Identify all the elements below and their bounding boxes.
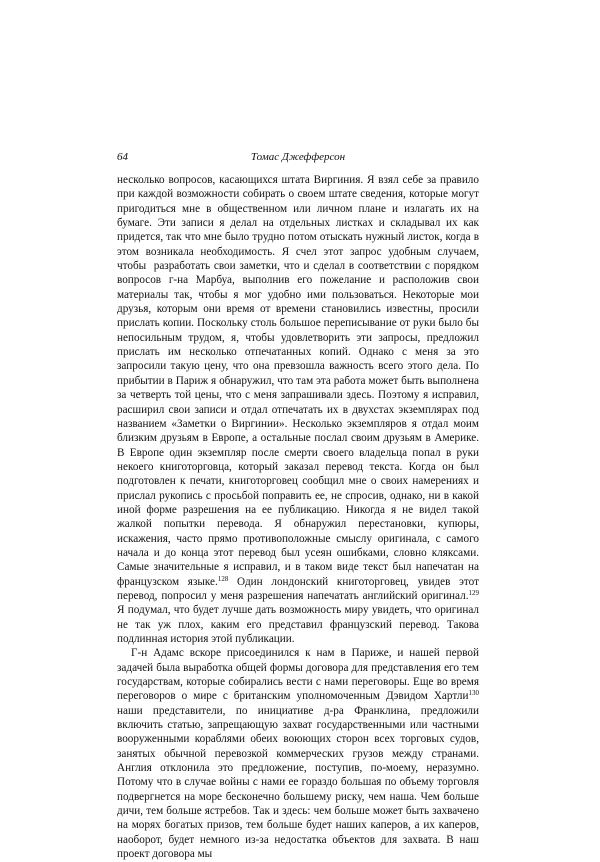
text-run: Я подумал, что будет лучше дать возможность миру увидеть, что оригинал не так уж плох, каким его представил французский перевод. Такова подлинная история этой публикации.	[117, 604, 479, 645]
footnote-ref[interactable]: 130	[468, 689, 479, 698]
text-run: несколько вопросов, касающихся штата Виргиния. Я взял себе за правило при каждой возможности собирать о своем штате сведения, которые могут пригодиться мне в общественном или личном плане и излагать их на бумаге. Эти записи я делал на отдельных листках и складывал их как придется, так что мне было трудно потом отыскать нужный листок, когда в этом возникала необходимость. Я счел этот запрос удобным случаем, чтобы разработать свои заметки, что и сделал в соответствии с порядком вопросов г-на Марбуа, выполнив его пожелание и расположив свои материалы так, чтобы я мог удобно ими пользоваться. Некоторые мои друзья, которым они время от времени становились известны, просили прислать копии. Поскольку столь большое переписывание от руки было бы непосильным трудом, я, чтобы удовлетворить эти запросы, предложил прислать им несколько отпечатанных копий. Однако с меня за это запросили такую цену, что она превзошла важность всего этого дела. По прибытии в Париж я обнаружил, что там эта работа может быть выполнена за четверть той цены, что с меня запрашивали здесь. Поэтому я исправил, расширил свои записи и отдал отпечатать их в двухстах экземплярах под названием «Заметки о Виргинии». Несколько экземпляров я отдал моим близким друзьям в Европе, а остальные послал своим друзьям в Америке. В Европе один экземпляр после смерти своего владельца попал в руки некоего книготорговца, который заказал перевод текста. Когда он был подготовлен к печати, книготорговец сообщил мне о своих намерениях и прислал рукопись с просьбой поправить ее, не спросив, однако, ни в какой иной форме разрешения на ее публикацию. Никогда я не видел такой жалкой попытки перевода. Я обнаружил перестановки, купюры, искажения, часто прямо противоположные смыслу оригинала, с самого начала и до конца этот перевод был усеян ошибками, словно кляксами. Самые значительные я исправил, и в таком виде текст был напечатан на французском языке.	[117, 174, 479, 588]
running-title: Томас Джефферсон	[250, 151, 346, 163]
footnote-ref[interactable]: 129	[468, 588, 479, 597]
running-head	[117, 149, 479, 165]
footnote-ref[interactable]: 128	[217, 574, 229, 583]
paragraph	[117, 173, 479, 646]
text-run: Г-н Адамс вскоре присоединился к нам в Париже, и нашей первой задачей была выработка общей формы договора для представления его тем государствам, которые собирались вести с нами переговоры. Еще во время переговоров о мире с британским уполномоченным Дэвидом Хартли	[117, 647, 479, 703]
paragraph	[117, 646, 479, 861]
text-run: наши представители, по инициативе д-ра Франклина, предложили включить статью, запрещающую захват государственными или частными вооруженными кораблями обеих воюющих сторон всех торговых судов, занятых обычной перевозкой коммерческих грузов между странами. Англия отклонила это предложение, поступив, по-моему, неразумно. Потому что в случае войны с нами ее гораздо большая по объему торговля подвергнется на море бесконечно большему риску, чем наша. Чем больше дичи, тем больше ястребов. Так и здесь: чем больше может быть захвачено на морях богатых призов, тем больше будет наших каперов, а их каперов, наоборот, будет немного из-за недостатка объектов для захвата. В наш проект договора мы	[117, 704, 479, 861]
page-number: 64	[117, 151, 128, 163]
body-text	[117, 173, 479, 862]
text-run: Один лондонский книготорговец, увидев этот перевод, попросил у меня разрешения напечатать английский оригинал.	[117, 575, 479, 602]
